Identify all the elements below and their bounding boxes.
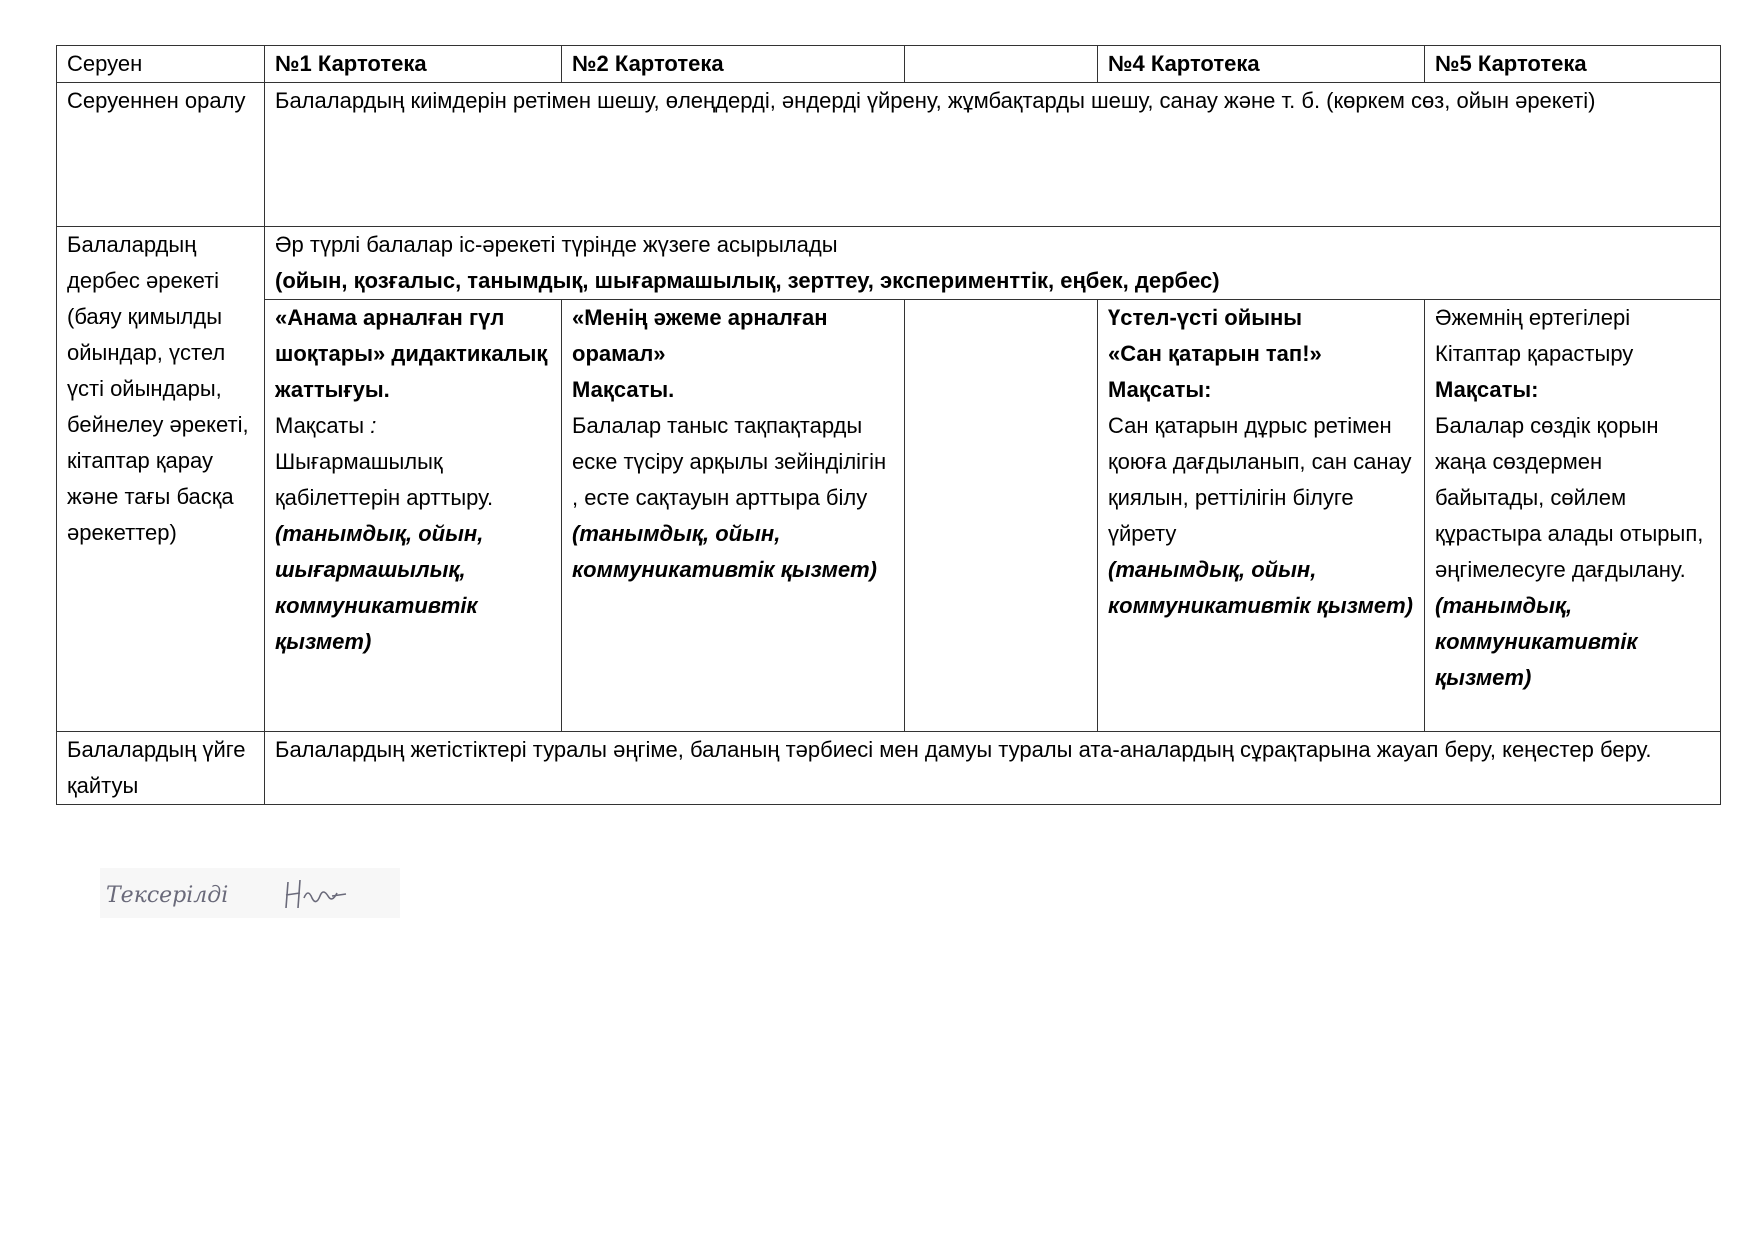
header-card-3 — [905, 46, 1098, 83]
activity-1-goal-label-text: Мақсаты — [275, 413, 365, 438]
independent-intro-activities: (ойын, қозғалыс, танымдық, шығармашылық, зерттеу, эксперименттік, еңбек, дербес) — [275, 268, 1220, 293]
activity-1-goal-colon: : — [364, 413, 377, 438]
activity-1-activities: (танымдық, ойын, шығармашылық, коммуникативтік қызмет) — [275, 521, 484, 654]
header-row-label: Серуен — [57, 46, 265, 83]
going-home-label: Балалардың үйге қайтуы — [57, 732, 265, 805]
activity-5-title-2: Кітаптар қарастыру — [1435, 341, 1634, 366]
activity-4-title-2: «Сан қатарын тап!» — [1108, 341, 1322, 366]
activity-card-4 — [1098, 300, 1425, 732]
activity-card-2 — [562, 300, 905, 732]
signature-image — [100, 868, 400, 918]
header-card-5: №5 Картотека — [1425, 46, 1721, 83]
activity-5-goal-text: Балалар сөздік қорын жаңа сөздермен байытады, сөйлем құрастыра алады отырып, әңгімелесуге дағдылану. — [1435, 413, 1704, 582]
independent-activities-row — [57, 300, 1721, 732]
activity-5-title-1: Әжемнің ертегілері — [1435, 305, 1631, 330]
independent-intro-row — [57, 227, 1721, 300]
independent-intro — [265, 227, 1721, 300]
return-walk-label: Серуеннен оралу — [57, 83, 265, 227]
return-walk-text: Балалардың киімдерін ретімен шешу, өлеңдерді, әндерді үйрену, жұмбақтарды шешу, санау және т. б. (көркем сөз, ойын әрекеті) — [265, 83, 1721, 227]
header-card-1: №1 Картотека — [265, 46, 562, 83]
activity-card-3 — [905, 300, 1098, 732]
activity-5-goal-label: Мақсаты: — [1435, 377, 1539, 402]
activity-1-title: «Анама арналған гүл шоқтары» дидактикалық жаттығуы. — [275, 305, 548, 402]
activity-5-activities: (танымдық, коммуникативтік қызмет) — [1435, 593, 1638, 690]
header-row — [57, 46, 1721, 83]
signature-stamp — [100, 868, 400, 918]
activity-1-goal-label — [275, 408, 551, 444]
activity-2-goal-label: Мақсаты. — [572, 377, 675, 402]
activity-2-goal-text: Балалар таныс тақпақтарды еске түсіру арқылы зейінділігін , есте сақтауын арттыра білу — [572, 413, 887, 510]
activity-1-goal-text: Шығармашылық қабілеттерін арттыру. — [275, 449, 494, 510]
activity-card-1 — [265, 300, 562, 732]
activity-4-activities: (танымдық, ойын, коммуникативтік қызмет) — [1108, 557, 1413, 618]
going-home-text: Балалардың жетістіктері туралы әңгіме, баланың тәрбиесі мен дамуы туралы ата-аналардың сұрақтарына жауап беру, кеңестер беру. — [265, 732, 1721, 805]
return-walk-row — [57, 83, 1721, 227]
independent-intro-text: Әр түрлі балалар іс-әрекеті түрінде жүзеге асырылады — [275, 232, 838, 257]
going-home-row — [57, 732, 1721, 805]
independent-label: Балалардың дербес әрекеті (баяу қимылды ойындар, үстел үсті ойындары, бейнелеу әрекеті, кітаптар қарау және тағы басқа әрекеттер) — [57, 227, 265, 732]
activity-4-title-1: Үстел-үсті ойыны — [1108, 305, 1303, 330]
activity-4-goal-label: Мақсаты: — [1108, 377, 1212, 402]
activity-4-goal-text: Сан қатарын дұрыс ретімен қоюға дағдыланып, сан санау қиялын, реттілігін білуге үйрету — [1108, 413, 1412, 546]
header-card-4: №4 Картотека — [1098, 46, 1425, 83]
activity-2-activities: (танымдық, ойын, коммуникативтік қызмет) — [572, 521, 877, 582]
header-card-2: №2 Картотека — [562, 46, 905, 83]
activity-2-title: «Менің әжеме арналған орамал» — [572, 305, 828, 366]
activity-card-5 — [1425, 300, 1721, 732]
schedule-table — [56, 45, 1721, 805]
signature-checked-text: Тексерілді — [106, 883, 229, 908]
